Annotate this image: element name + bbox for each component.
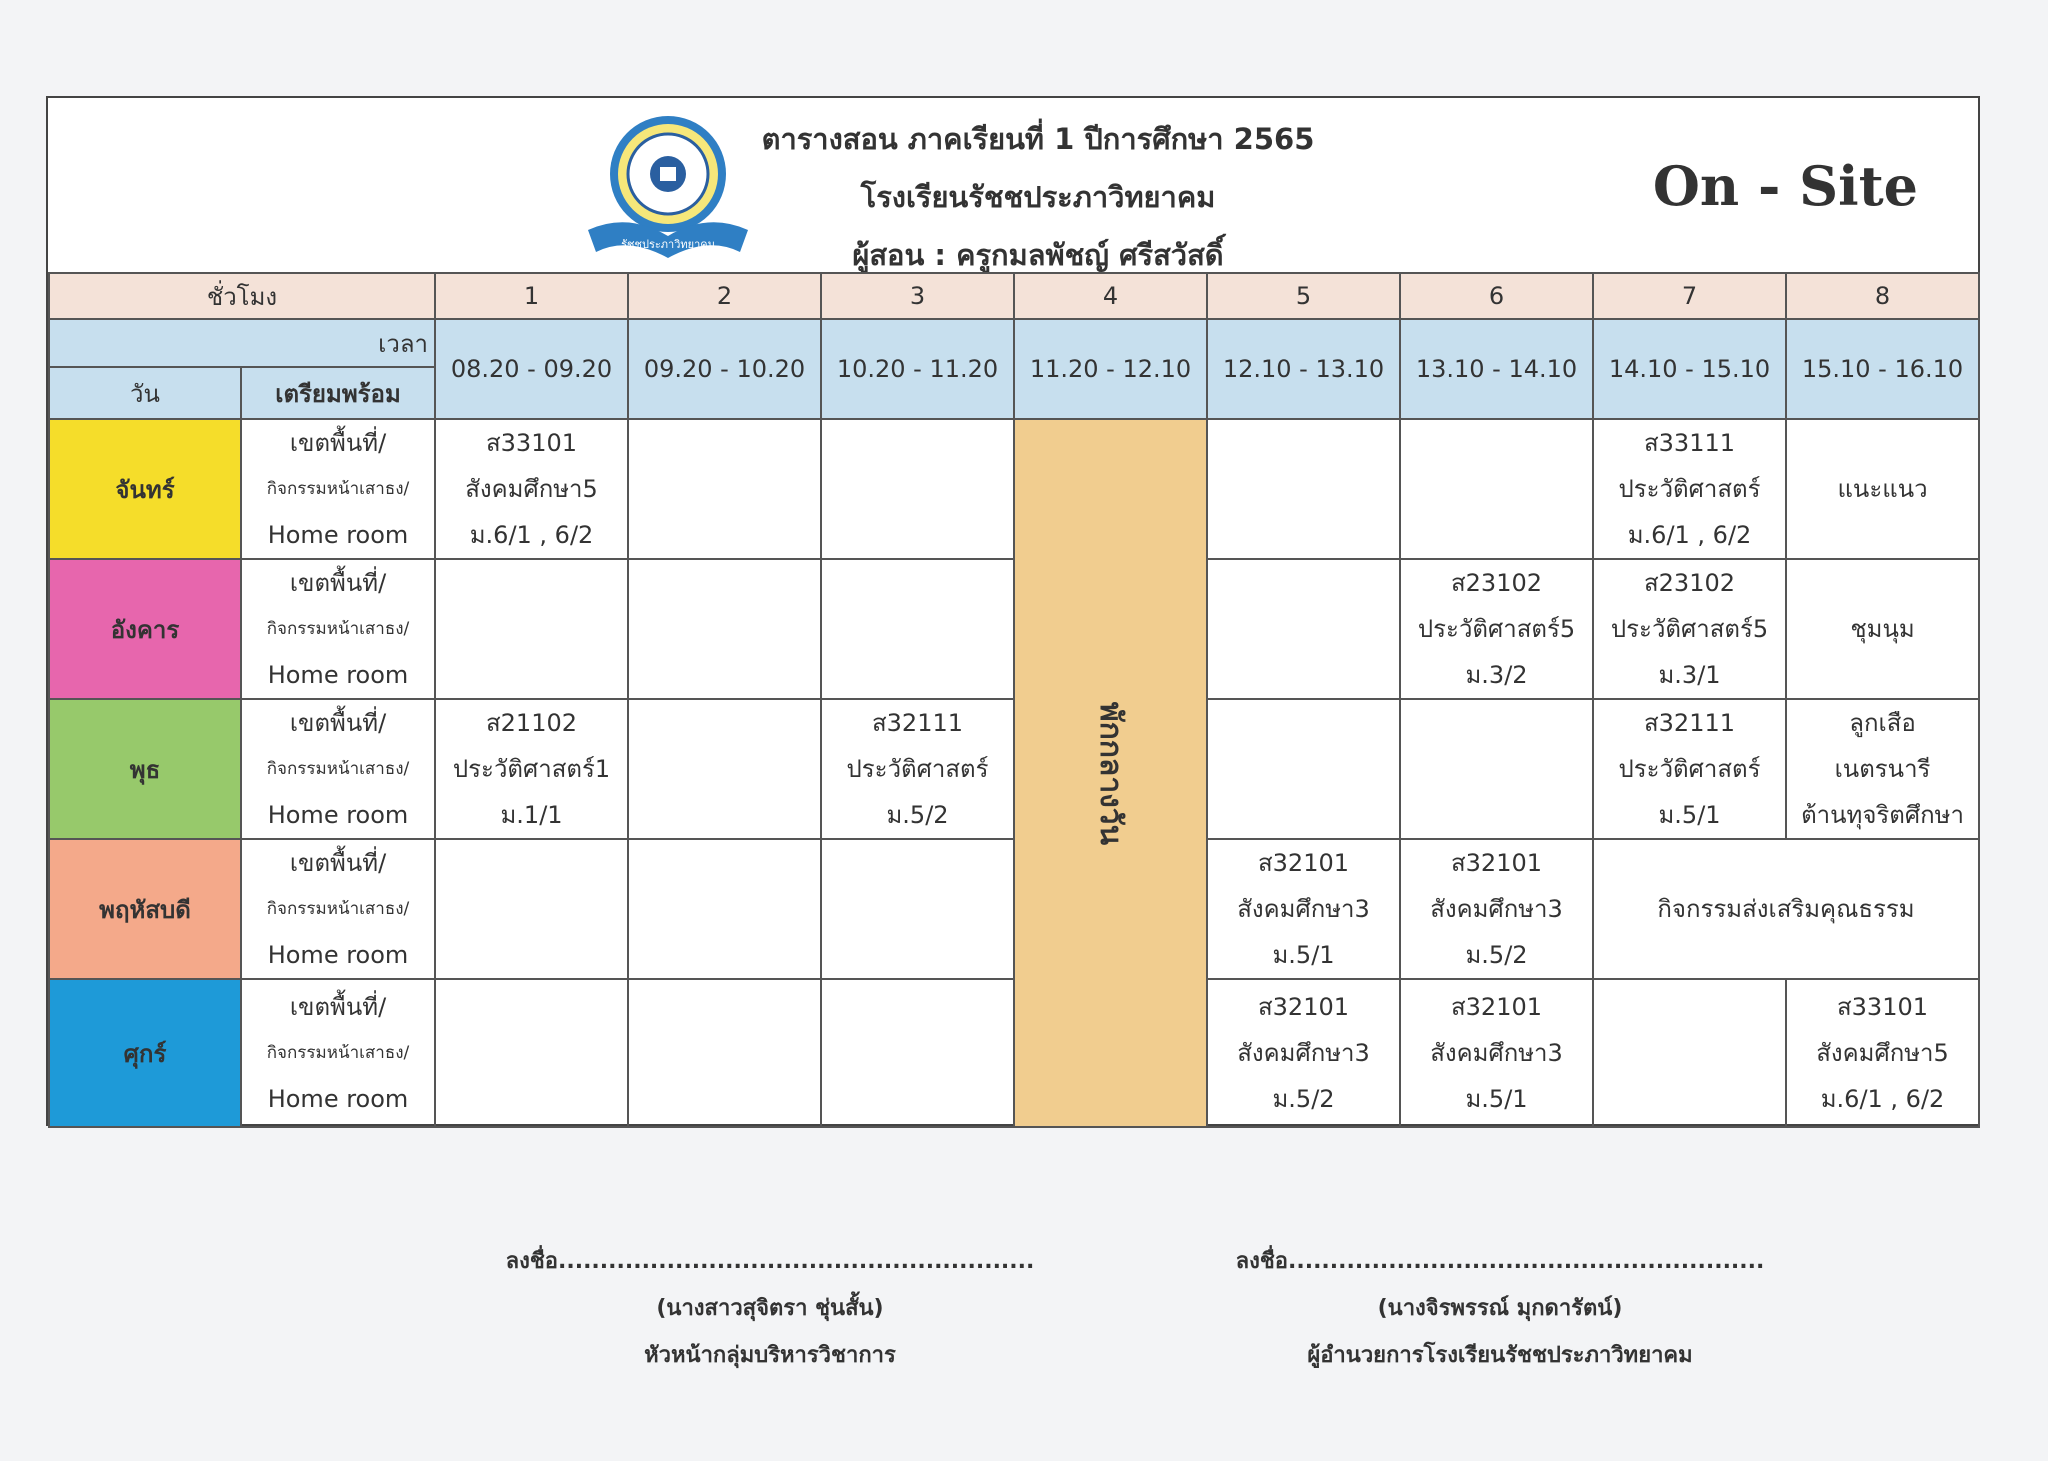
prep-line: กิจกรรมหน้าเสาธง/: [266, 899, 410, 919]
class-line: ม.5/2: [1272, 1085, 1335, 1113]
class-line: ม.6/1 , 6/2: [469, 521, 594, 549]
class-line: ชุมนุม: [1850, 615, 1915, 643]
period-number: 5: [1207, 273, 1400, 319]
period-number: 8: [1786, 273, 1979, 319]
prep-cell: [241, 699, 435, 839]
period-2-cell: [628, 419, 821, 559]
prep-cell: [241, 419, 435, 559]
time-slot: 10.20 - 11.20: [821, 319, 1014, 419]
signatory-name: (นางจิรพรรณ์ มุกดารัตน์): [1377, 1296, 1623, 1321]
prep-cell: [241, 839, 435, 979]
prep-line: เขตพื้นที่/: [289, 429, 387, 457]
class-line: ประวัติศาสตร์5: [1610, 615, 1769, 643]
period-1-cell: [435, 699, 628, 839]
period-6-cell: [1400, 979, 1593, 1127]
period-7-cell: [1593, 699, 1786, 839]
class-line: สังคมศึกษา5: [465, 475, 598, 503]
period-1-cell: [435, 839, 628, 979]
period-1-cell: [435, 559, 628, 699]
period-1-cell: [435, 979, 628, 1127]
class-line: เนตรนารี: [1834, 755, 1931, 783]
signature-line: ลงชื่อ.........................................................: [1235, 1249, 1765, 1274]
title-teacher: ผู้สอน : ครูกมลพัชญ์ ศรีสวัสดิ์: [852, 238, 1224, 272]
title-block: [668, 110, 1408, 284]
period-1-cell: [435, 419, 628, 559]
class-line: ประวัติศาสตร์1: [452, 755, 611, 783]
title-semester: ตารางสอน ภาคเรียนที่ 1 ปีการศึกษา 2565: [761, 122, 1315, 156]
period-7-cell: [1593, 559, 1786, 699]
class-line: ต้านทุจริตศึกษา: [1801, 801, 1964, 829]
prep-line: เขตพื้นที่/: [289, 569, 387, 597]
time-slot: 08.20 - 09.20: [435, 319, 628, 419]
onsite-badge: On - Site: [1652, 154, 1918, 218]
period-2-cell: [628, 559, 821, 699]
signatory-role: ผู้อำนวยการโรงเรียนรัชชประภาวิทยาคม: [1307, 1343, 1693, 1368]
class-line: ส33101: [486, 429, 578, 457]
day-name: ศุกร์: [49, 979, 241, 1127]
time-header-label: เวลา: [49, 319, 435, 367]
prep-line: กิจกรรมหน้าเสาธง/: [266, 759, 410, 779]
class-line: ม.6/1 , 6/2: [1820, 1085, 1945, 1113]
class-line: ลูกเสือ: [1849, 709, 1916, 737]
lunch-break-cell: [1014, 419, 1207, 1127]
period-3-cell: [821, 559, 1014, 699]
title-school: โรงเรียนรัชชประภาวิทยาคม: [860, 180, 1216, 214]
class-line: ส32111: [1644, 709, 1736, 737]
period-8-cell: [1786, 419, 1979, 559]
prep-line: กิจกรรมหน้าเสาธง/: [266, 479, 410, 499]
period-number: 7: [1593, 273, 1786, 319]
class-line: ประวัติศาสตร์: [1618, 755, 1761, 783]
class-line: สังคมศึกษา5: [1816, 1039, 1949, 1067]
prep-line: Home room: [267, 521, 409, 549]
prep-line: Home room: [267, 661, 409, 689]
class-line: ส23102: [1451, 569, 1543, 597]
prep-line: Home room: [267, 941, 409, 969]
period-number: 6: [1400, 273, 1593, 319]
class-line: ม.1/1: [500, 801, 563, 829]
period-5-cell: [1207, 559, 1400, 699]
class-line: ม.5/2: [1465, 941, 1528, 969]
class-line: สังคมศึกษา3: [1430, 895, 1563, 923]
class-line: ม.5/1: [1272, 941, 1335, 969]
period-2-cell: [628, 699, 821, 839]
class-line: ส32101: [1451, 993, 1543, 1021]
period-6-cell: [1400, 699, 1593, 839]
period-header-label: ชั่วโมง: [49, 273, 435, 319]
day-name: พฤหัสบดี: [49, 839, 241, 979]
prep-line: เขตพื้นที่/: [289, 849, 387, 877]
signature-line: ลงชื่อ.........................................................: [505, 1249, 1035, 1274]
prep-cell: [241, 559, 435, 699]
class-line: ประวัติศาสตร์5: [1417, 615, 1576, 643]
time-slot: 09.20 - 10.20: [628, 319, 821, 419]
period-3-cell: [821, 419, 1014, 559]
signatory-name: (นางสาวสุจิตรา ชุ่นสั้น): [656, 1296, 884, 1321]
signatory-role: หัวหน้ากลุ่มบริหารวิชาการ: [644, 1343, 896, 1368]
period-number: 4: [1014, 273, 1207, 319]
timetable-header: [48, 98, 1978, 274]
prep-line: กิจกรรมหน้าเสาธง/: [266, 1043, 410, 1063]
period-3-cell: [821, 979, 1014, 1127]
signature-left: [470, 1238, 1070, 1379]
period-7-cell: [1593, 979, 1786, 1127]
period-7-8-cell: กิจกรรมส่งเสริมคุณธรรม: [1593, 839, 1979, 979]
class-line: แนะแนว: [1837, 475, 1928, 503]
class-line: ม.3/1: [1658, 661, 1721, 689]
class-line: ประวัติศาสตร์: [846, 755, 989, 783]
class-line: ม.3/2: [1465, 661, 1528, 689]
day-header-label: วัน: [49, 367, 241, 419]
class-line: ส32101: [1451, 849, 1543, 877]
period-2-cell: [628, 979, 821, 1127]
period-6-cell: [1400, 419, 1593, 559]
prep-cell: [241, 979, 435, 1127]
class-line: สังคมศึกษา3: [1237, 895, 1370, 923]
period-number: 1: [435, 273, 628, 319]
class-line: ส32101: [1258, 993, 1350, 1021]
period-2-cell: [628, 839, 821, 979]
class-line: ส33111: [1644, 429, 1736, 457]
class-line: ประวัติศาสตร์: [1618, 475, 1761, 503]
schedule-table: [48, 272, 1980, 1128]
period-number: 3: [821, 273, 1014, 319]
class-line: ส32101: [1258, 849, 1350, 877]
period-5-cell: [1207, 419, 1400, 559]
time-slot: 14.10 - 15.10: [1593, 319, 1786, 419]
period-8-cell: [1786, 699, 1979, 839]
timetable-sheet: [46, 96, 1980, 1126]
period-number: 2: [628, 273, 821, 319]
time-slot: 13.10 - 14.10: [1400, 319, 1593, 419]
period-5-cell: [1207, 699, 1400, 839]
prep-line: กิจกรรมหน้าเสาธง/: [266, 619, 410, 639]
time-slot: 12.10 - 13.10: [1207, 319, 1400, 419]
time-slot: 15.10 - 16.10: [1786, 319, 1979, 419]
period-8-cell: [1786, 559, 1979, 699]
class-line: สังคมศึกษา3: [1237, 1039, 1370, 1067]
class-line: ส23102: [1644, 569, 1736, 597]
day-name: จันทร์: [49, 419, 241, 559]
period-6-cell: [1400, 839, 1593, 979]
class-line: ส33101: [1837, 993, 1929, 1021]
day-row: [49, 419, 1979, 559]
class-line: ส32111: [872, 709, 964, 737]
period-7-cell: [1593, 419, 1786, 559]
day-name: พุธ: [49, 699, 241, 839]
period-8-cell: [1786, 979, 1979, 1127]
time-slot: 11.20 - 12.10: [1014, 319, 1207, 419]
period-5-cell: [1207, 839, 1400, 979]
prep-line: เขตพื้นที่/: [289, 993, 387, 1021]
class-line: ส21102: [486, 709, 578, 737]
period-5-cell: [1207, 979, 1400, 1127]
period-3-cell: [821, 839, 1014, 979]
class-line: ม.5/1: [1658, 801, 1721, 829]
period-3-cell: [821, 699, 1014, 839]
signature-right: [1200, 1238, 1800, 1379]
class-line: ม.6/1 , 6/2: [1627, 521, 1752, 549]
day-name: อังคาร: [49, 559, 241, 699]
class-line: ม.5/2: [886, 801, 949, 829]
prep-line: Home room: [267, 801, 409, 829]
class-line: สังคมศึกษา3: [1430, 1039, 1563, 1067]
prep-line: เขตพื้นที่/: [289, 709, 387, 737]
lunch-break-label: พักกลางวัน: [1093, 701, 1129, 845]
prep-line: Home room: [267, 1085, 409, 1113]
class-line: ม.5/1: [1465, 1085, 1528, 1113]
logo-ribbon-text: รัชชประภาวิทยาคม: [621, 238, 715, 251]
prep-header-label: เตรียมพร้อม: [241, 367, 435, 419]
period-6-cell: [1400, 559, 1593, 699]
